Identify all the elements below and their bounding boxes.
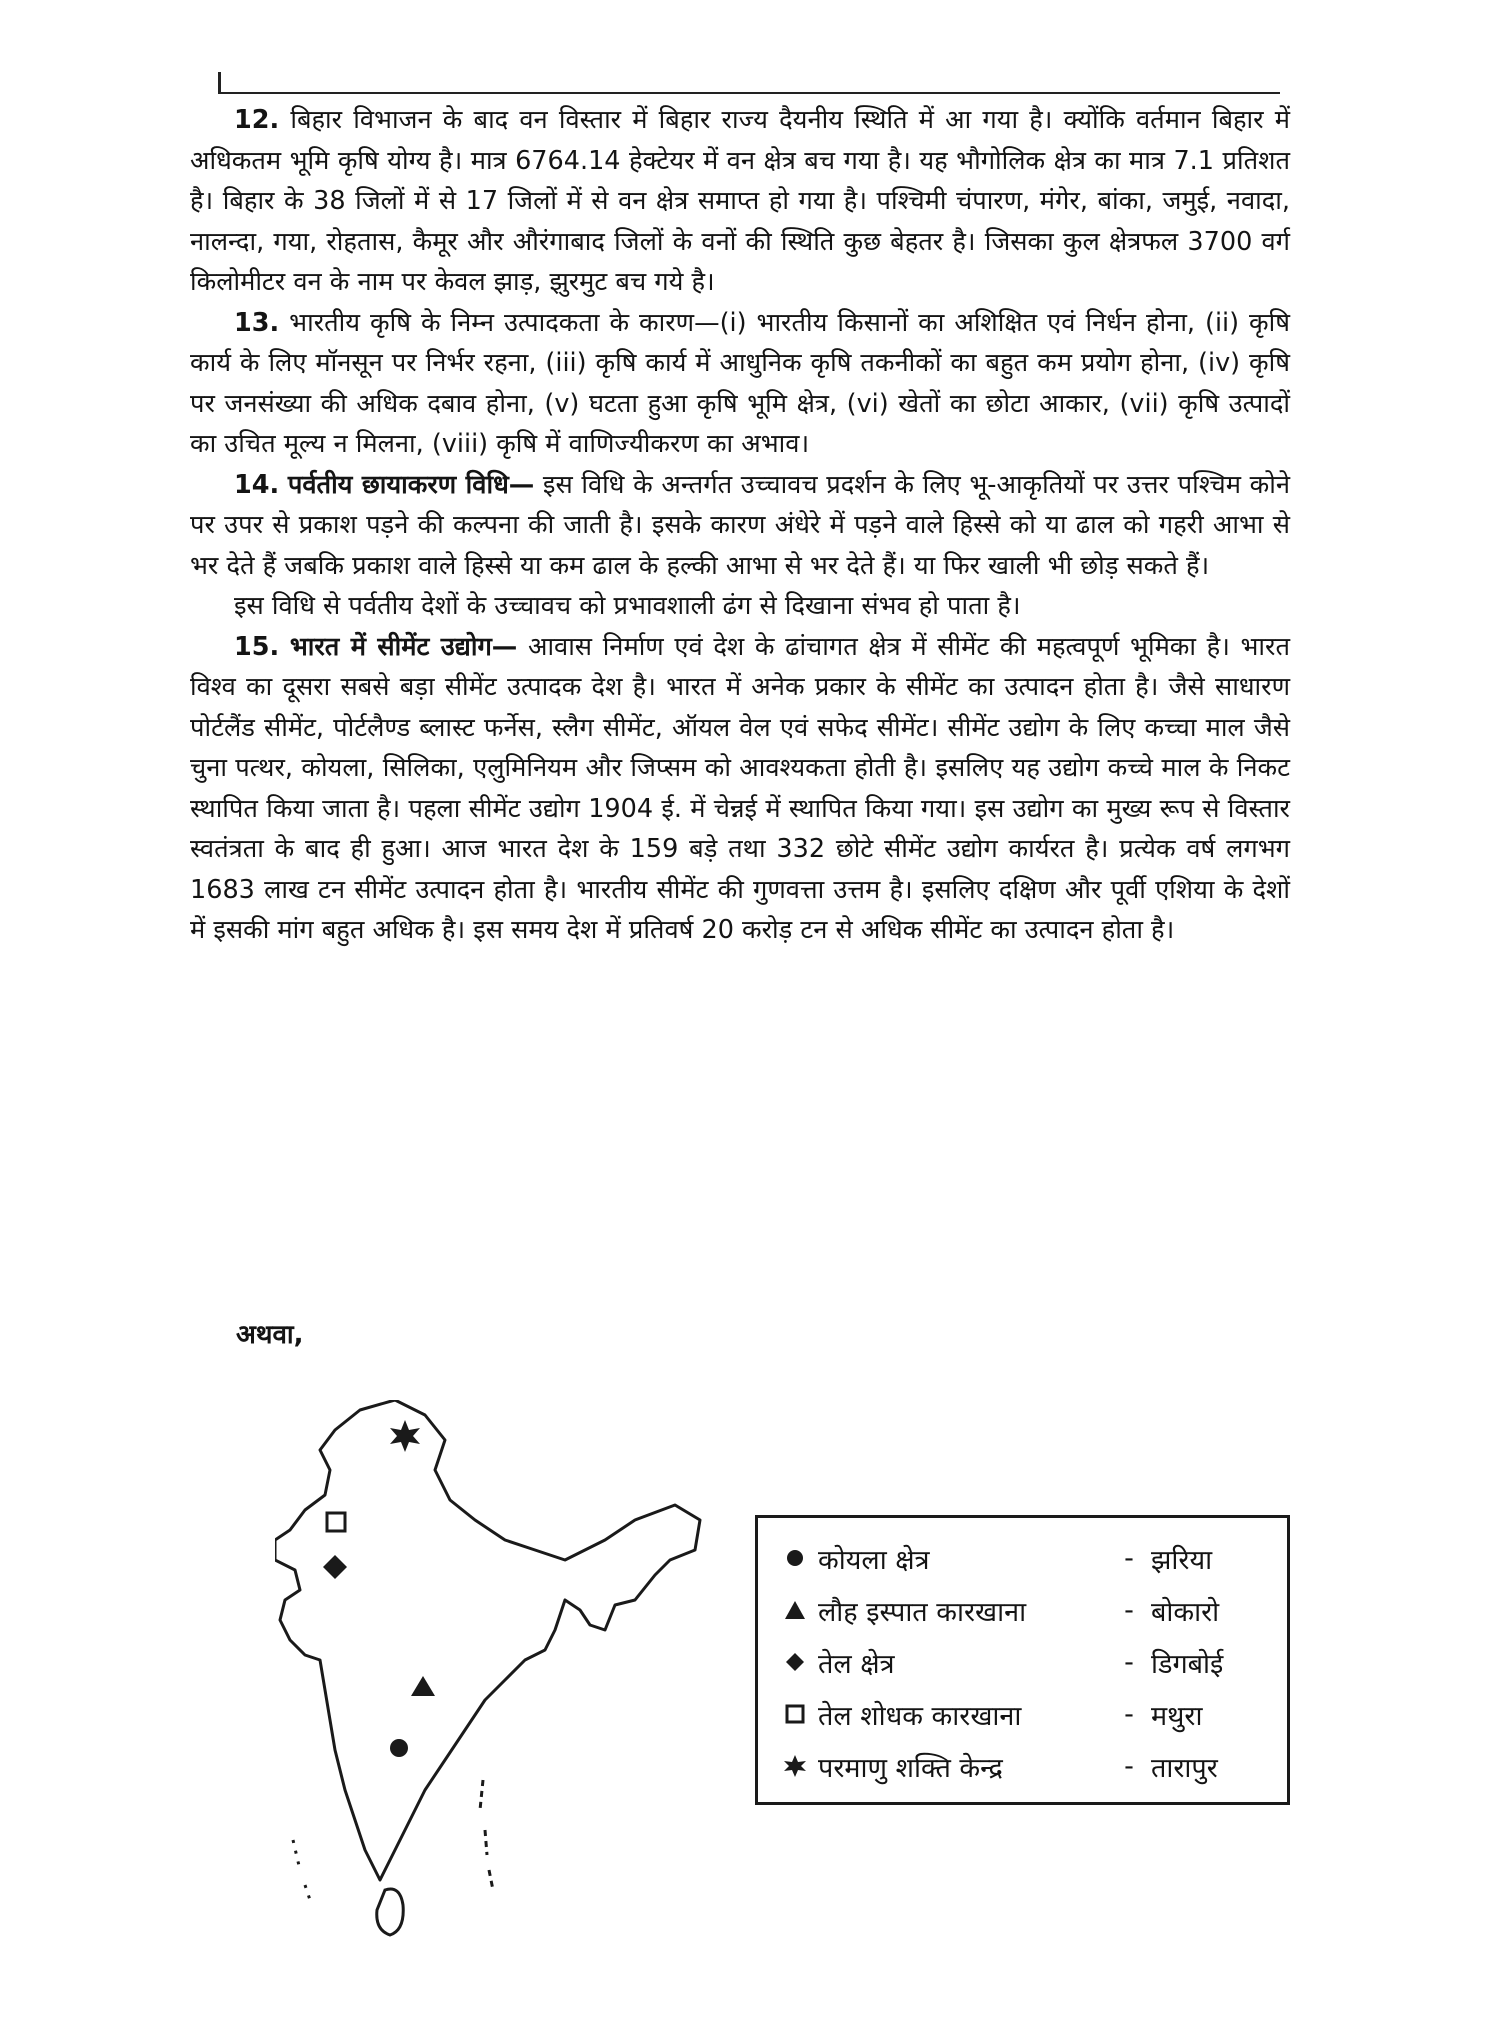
triangle-icon bbox=[780, 1600, 810, 1620]
legend-item-name: तेल क्षेत्र bbox=[818, 1648, 895, 1680]
paragraph-text: आवास निर्माण एवं देश के ढांचागत क्षेत्र में सीमेंट की महत्वपूर्ण भूमिका है। भारत विश्व का दूसरा सबसे बड़ा सीमेंट उत्पादक देश है। भारत में अनेक प्रकार के सीमेंट का उत्पादन होता है। जैसे साधारण पोर्टलैंड सीमेंट, पोर्टलैण्ड ब्लास्ट फर्नेस, स्लैग सीमेंट, ऑयल वेल एवं सफेद सीमेंट। सीमेंट उद्योग के लिए कच्चा माल जैसे चुना पत्थर, कोयला, सिलिका, एलुमिनियम और जिप्सम को आवश्यकता होती है। इसलिए यह उद्योग कच्चे माल के निकट स्थापित किया जाता है। पहला सीमेंट उद्योग 1904 ई. में चेन्नई में स्थापित किया गया। इस उद्योग का मुख्य रूप से विस्तार स्वतंत्रता के बाद ही हुआ। आज भारत देश के 159 बड़े तथा 332 छोटे सीमेंट उद्योग कार्यरत है। प्रत्येक वर्ष लगभग 1683 लाख टन सीमेंट उत्पादन होता है। भारतीय सीमेंट की गुणवत्ता उत्तम है। इसलिए दक्षिण और पूर्वी एशिया के देशों में इसकी मांग बहुत अधिक है। इस समय देश में प्रतिवर्ष 20 करोड़ टन से अधिक सीमेंट का उत्पादन होता है। bbox=[190, 631, 1291, 945]
question-number: 12. bbox=[234, 105, 280, 135]
page-corner-mark bbox=[218, 72, 221, 94]
map-legend bbox=[755, 1515, 1290, 1805]
legend-item-place: बोकारो bbox=[1151, 1596, 1220, 1628]
paragraph-text: इस विधि से पर्वतीय देशों के उच्चावच को प्रभावशाली ढंग से दिखाना संभव हो पाता है। bbox=[234, 591, 1021, 621]
square-icon bbox=[780, 1704, 810, 1724]
india-outline-map bbox=[275, 1400, 705, 1970]
legend-dash: - bbox=[1124, 1646, 1134, 1678]
paragraph-text: इस विधि के अन्तर्गत उच्चावच प्रदर्शन के लिए भू-आकृतियों पर उत्तर पश्चिम कोने पर उपर से प्रकाश पड़ने की कल्पना की जाती है। इसके कारण अंधेरे में पड़ने वाले हिस्से को या ढाल को गहरी आभा से भर देते हैं जबकि प्रकाश वाले हिस्से या कम ढाल के हल्की आभा से भर देते हैं। या फिर खाली भी छोड़ सकते हैं। bbox=[190, 469, 1290, 581]
paragraph-12 bbox=[190, 100, 1290, 303]
paragraph-text: बिहार विभाजन के बाद वन विस्तार में बिहार राज्य दैयनीय स्थिति में आ गया है। क्योंकि वर्तमान बिहार में अधिकतम भूमि कृषि योग्य है। मात्र 6764.14 हेक्टेयर में वन क्षेत्र बच गया है। यह भौगोलिक क्षेत्र का मात्र 7.1 प्रतिशत है। बिहार के 38 जिलों में से 17 जिलों में से वन क्षेत्र समाप्त हो गया है। पश्चिमी चंपारण, मंगेर, बांका, जमुई, नवादा, नालन्दा, गया, रोहतास, कैमूर और औरंगाबाद जिलों के वनों की स्थिति कुछ बेहतर है। जिसका कुल क्षेत्रफल 3700 वर्ग किलोमीटर वन के नाम पर केवल झाड़, झुरमुट बच गये है। bbox=[190, 105, 1290, 297]
legend-item-name: लौह इस्पात कारखाना bbox=[818, 1596, 1027, 1628]
legend-dash: - bbox=[1124, 1594, 1134, 1626]
mathura-square-marker bbox=[327, 1513, 345, 1531]
question-number: 15. bbox=[234, 631, 280, 662]
paragraph-heading: भारत में सीमेंट उद्योग— bbox=[289, 631, 518, 662]
lakshadweep-islands bbox=[293, 1840, 310, 1900]
or-label: अथवा, bbox=[236, 1320, 304, 1350]
circle-icon bbox=[780, 1549, 810, 1567]
question-number: 14. bbox=[234, 469, 280, 500]
bokaro-triangle-marker bbox=[411, 1676, 435, 1696]
legend-row bbox=[780, 1740, 1271, 1792]
paragraph-14 bbox=[190, 465, 1290, 587]
legend-item-place: झरिया bbox=[1151, 1544, 1213, 1576]
legend-dash: - bbox=[1124, 1698, 1134, 1730]
tarapur-star-marker bbox=[390, 1420, 420, 1452]
answer-text bbox=[190, 100, 1290, 951]
top-rule bbox=[220, 92, 1280, 94]
paragraph-15 bbox=[190, 627, 1290, 951]
paragraph-text: भारतीय कृषि के निम्न उत्पादकता के कारण—(i) भारतीय किसानों का अशिक्षित एवं निर्धन होना, (ii) कृषि कार्य के लिए मॉनसून पर निर्भर रहना, (iii) कृषि कार्य में आधुनिक कृषि तकनीकों का बहुत कम प्रयोग होना, (iv) कृषि पर जनसंख्या की अधिक दबाव होना, (v) घटता हुआ कृषि भूमि क्षेत्र, (vi) खेतों का छोटा आकार, (vii) कृषि उत्पादों का उचित मूल्य न मिलना, (viii) कृषि में वाणिज्यीकरण का अभाव। bbox=[190, 307, 1290, 459]
legend-item-place: मथुरा bbox=[1151, 1700, 1203, 1732]
legend-item-place: डिगबोई bbox=[1151, 1648, 1224, 1680]
legend-row bbox=[780, 1532, 1271, 1584]
digboi-diamond-marker bbox=[323, 1555, 347, 1579]
legend-item-name: परमाणु शक्ति केन्द्र bbox=[818, 1752, 1003, 1784]
andaman-islands bbox=[480, 1780, 493, 1890]
question-number: 13. bbox=[234, 307, 280, 338]
legend-dash: - bbox=[1124, 1542, 1134, 1574]
india-border bbox=[275, 1400, 700, 1880]
legend-item-name: कोयला क्षेत्र bbox=[818, 1544, 930, 1576]
jharia-circle-marker bbox=[390, 1739, 408, 1757]
star-icon bbox=[780, 1754, 810, 1778]
legend-row bbox=[780, 1688, 1271, 1740]
legend-item-name: तेल शोधक कारखाना bbox=[818, 1700, 1022, 1732]
paragraph-heading: पर्वतीय छायाकरण विधि— bbox=[287, 469, 535, 500]
legend-row bbox=[780, 1584, 1271, 1636]
legend-item-place: तारापुर bbox=[1151, 1752, 1218, 1784]
paragraph-13 bbox=[190, 303, 1290, 465]
legend-dash: - bbox=[1124, 1750, 1134, 1782]
paragraph-14-continued bbox=[190, 586, 1290, 627]
sri-lanka-outline bbox=[377, 1889, 403, 1935]
diamond-icon bbox=[780, 1652, 810, 1672]
legend-row bbox=[780, 1636, 1271, 1688]
